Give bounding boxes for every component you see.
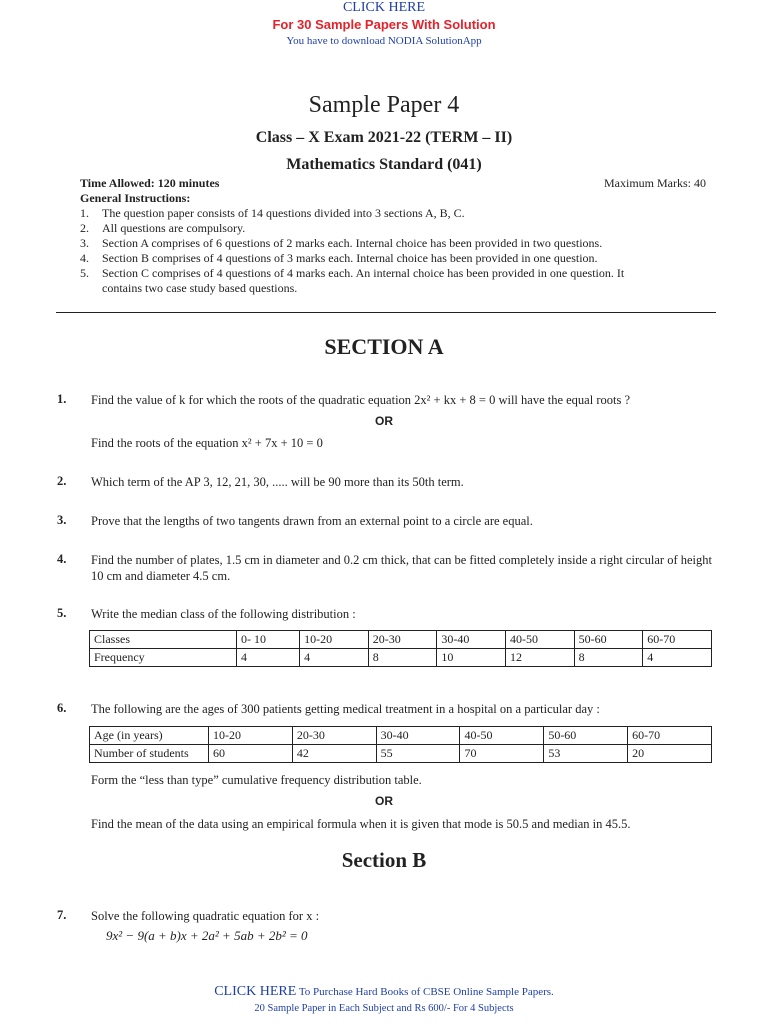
footer-purchase [0, 984, 768, 1000]
instructions-heading: General Instructions: [80, 191, 191, 205]
table-row: Classes 0- 10 10-20 20-30 30-40 40-50 50-60 60-70 [90, 631, 712, 649]
table-row: Frequency 4 4 8 10 12 8 4 [90, 649, 712, 667]
promo-text[interactable]: For 30 Sample Papers With Solution [272, 17, 496, 32]
question-number: 7. [57, 908, 67, 922]
question-6-alternative: Find the mean of the data using an empirical formula when it is given that mode is 50.5 and median in 45.5. [91, 817, 631, 831]
time-allowed: Time Allowed: 120 minutes [80, 176, 220, 190]
click-here-link[interactable]: CLICK HERE [342, 0, 426, 15]
question-1-alternative: Find the roots of the equation x² + 7x + 10 = 0 [91, 436, 323, 450]
section-b-heading: Section B [341, 848, 427, 872]
instruction-item: 3. Section A comprises of 6 questions of 2 marks each. Internal choice has been provided in two questions. [80, 236, 603, 250]
instruction-item: 1. The question paper consists of 14 questions divided into 3 sections A, B, C. [80, 206, 465, 220]
question-number: 6. [57, 701, 67, 715]
subject-title: Mathematics Standard (041) [286, 156, 482, 173]
exam-subtitle: Class – X Exam 2021-22 (TERM – II) [255, 129, 513, 146]
instruction-item: 2. All questions are compulsory. [80, 221, 246, 235]
table-row: Number of students 60 42 55 70 53 20 [90, 745, 712, 763]
instruction-item: 5. Section C comprises of 4 questions of 4 marks each. An internal choice has been provided in one question. It [80, 266, 625, 280]
divider [56, 312, 716, 313]
instruction-item: contains two case study based questions. [102, 281, 298, 295]
question-3-text: Prove that the lengths of two tangents drawn from an external point to a circle are equal. [91, 514, 533, 528]
question-6-after: Form the “less than type” cumulative frequency distribution table. [91, 773, 422, 787]
age-table [89, 726, 712, 763]
question-number: 3. [57, 513, 67, 527]
footer-click-here-link[interactable]: CLICK HERE [214, 984, 297, 999]
question-5-text: Write the median class of the following distribution : [91, 607, 356, 621]
question-7-equation: 9x² − 9(a + b)x + 2a² + 5ab + 2b² = 0 [106, 928, 308, 943]
download-text[interactable]: You have to download NODIA SolutionApp [286, 35, 482, 47]
question-1-text: Find the value of k for which the roots of the quadratic equation 2x² + kx + 8 = 0 will have the equal roots ? [91, 393, 631, 407]
instruction-item: 4. Section B comprises of 4 questions of 3 marks each. Internal choice has been provided in one question. [80, 251, 598, 265]
question-number: 1. [57, 392, 67, 406]
question-7-text: Solve the following quadratic equation for x : [91, 909, 320, 923]
question-6-text: The following are the ages of 300 patients getting medical treatment in a hospital on a particular day : [91, 702, 600, 716]
page-title: Sample Paper 4 [308, 92, 460, 118]
or-label: OR [375, 414, 393, 428]
frequency-table [89, 630, 712, 667]
question-number: 2. [57, 474, 67, 488]
max-marks: Maximum Marks: 40 [604, 176, 706, 190]
instructions-list [80, 206, 720, 296]
or-label: OR [375, 794, 393, 808]
table-row: Age (in years) 10-20 20-30 30-40 40-50 50-60 60-70 [90, 727, 712, 745]
question-2-text: Which term of the AP 3, 12, 21, 30, ..... will be 90 more than its 50th term. [91, 475, 464, 489]
question-number: 4. [57, 552, 67, 566]
question-number: 5. [57, 606, 67, 620]
footer-purchase-text: To Purchase Hard Books of CBSE Online Sample Papers. [298, 986, 554, 998]
question-4-text: Find the number of plates, 1.5 cm in diameter and 0.2 cm thick, that can be fitted completely inside a right circular of height 10 cm and diameter 4.5 cm. [91, 553, 712, 583]
section-a-heading: SECTION A [324, 334, 444, 359]
footer-price: 20 Sample Paper in Each Subject and Rs 600/- For 4 Subjects [254, 1003, 514, 1014]
